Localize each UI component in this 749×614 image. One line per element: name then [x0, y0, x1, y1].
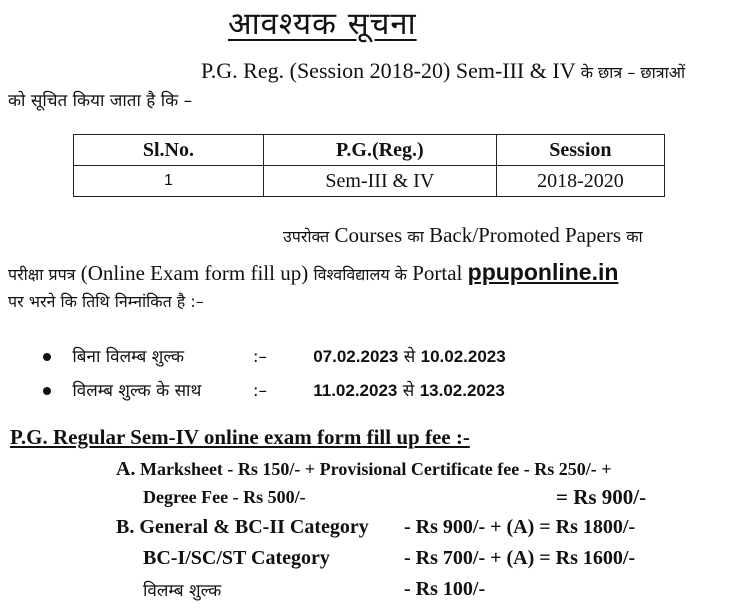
fee-category-amount: - Rs 100/-: [404, 578, 486, 600]
text-back-papers: Back/Promoted Papers: [429, 223, 621, 247]
date-from: 11.02.2023: [313, 381, 398, 400]
paragraph-line-3: पर भरने कि तिथि निम्नांकित है :–: [8, 292, 204, 311]
fee-category-amount: - Rs 700/- + (A) = Rs 1600/-: [404, 547, 636, 569]
date-connector: से: [402, 381, 415, 401]
portal-link[interactable]: ppuponline.in: [467, 259, 619, 285]
text-courses: Courses: [334, 223, 403, 247]
fee-b-row-reserved: [143, 547, 636, 570]
cell-sl-no: 1: [74, 166, 264, 197]
text-ka-2: का: [626, 227, 643, 246]
header-session: Session: [496, 135, 664, 166]
fee-category-label: विलम्ब शुल्क: [143, 581, 222, 601]
date-to: 10.02.2023: [420, 347, 506, 366]
intro-line-1: [201, 58, 685, 84]
fee-degree: Degree Fee - Rs 500/-: [143, 487, 306, 507]
fee-a-line-2: [143, 485, 647, 509]
bullet-icon: [43, 387, 51, 395]
date-label: विलम्ब शुल्क के साथ: [72, 381, 202, 401]
paragraph-line-1: [283, 223, 643, 248]
date-row-with-late-fee: [43, 378, 505, 401]
fee-category-amount: - Rs 900/- + (A) = Rs 1800/-: [404, 516, 636, 538]
intro-line-2: को सूचित किया जाता है कि –: [8, 91, 193, 111]
header-pg-reg: P.G.(Reg.): [263, 135, 496, 166]
text-online-exam: (Online Exam form fill up): [80, 261, 309, 285]
fee-b-row-general: [116, 516, 636, 539]
fee-heading: P.G. Regular Sem-IV online exam form fill up fee :-: [10, 425, 470, 449]
fee-a-total: = Rs 900/-: [556, 485, 647, 509]
text-portal: Portal: [412, 261, 463, 285]
fee-a-text: Marksheet - Rs 150/- + Provisional Certificate fee - Rs 250/- +: [139, 459, 612, 479]
notice-title: आवश्यक सूचना: [228, 6, 417, 42]
fee-category-label: BC-I/SC/ST Category: [143, 547, 330, 569]
intro-line-1-en: P.G. Reg. (Session 2018-20) Sem-III & IV: [201, 58, 576, 83]
text-upar: उपरोक्त: [283, 227, 330, 246]
cell-session: 2018-2020: [496, 166, 664, 197]
date-from: 07.02.2023: [313, 347, 399, 366]
fee-a-marker: A.: [116, 458, 136, 480]
table-row: [74, 166, 665, 197]
date-to: 13.02.2023: [419, 381, 505, 400]
header-sl-no: Sl.No.: [74, 135, 264, 166]
text-university: विश्वविद्यालय के: [313, 265, 407, 284]
fee-b-row-late-fee: [143, 578, 486, 602]
date-row-no-late-fee: [43, 344, 506, 367]
text-pariksha: परीक्षा प्रपत्र: [8, 265, 76, 284]
date-label: बिना विलम्ब शुल्क: [72, 347, 185, 367]
bullet-icon: [43, 353, 51, 361]
date-separator: :–: [252, 347, 268, 367]
table-header-row: [74, 135, 665, 166]
fee-a-line-1: [116, 458, 612, 481]
intro-line-1-hi: के छात्र – छात्राओं: [580, 63, 686, 82]
session-table: [73, 134, 665, 197]
text-ka: का: [407, 227, 424, 246]
fee-b-marker: B.: [116, 516, 135, 538]
paragraph-line-2: [8, 259, 618, 286]
fee-category-label: General & BC-II Category: [139, 516, 369, 538]
date-connector: से: [403, 347, 416, 367]
date-separator: :–: [252, 381, 268, 401]
cell-pg-reg: Sem-III & IV: [263, 166, 496, 197]
